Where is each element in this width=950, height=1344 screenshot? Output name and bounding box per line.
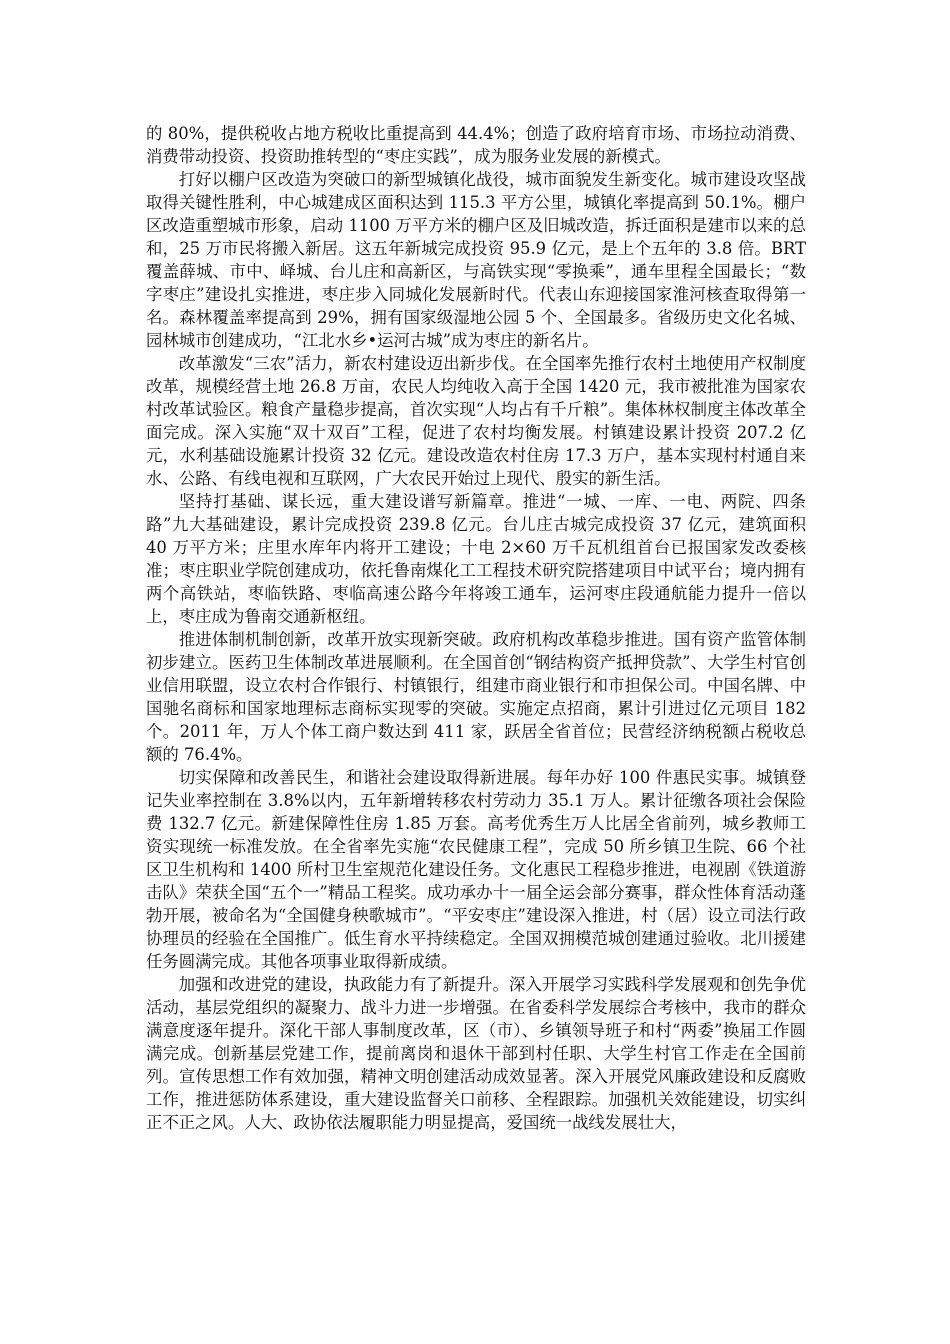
- paragraph-institutional-reform: 推进体制机制创新，改革开放实现新突破。政府机构改革稳步推进。国有资产监管体制初步建立。医药卫生体制改革进展顺利。在全国首创“钢结构资产抵押贷款”、大学生村官创业信用联盟，设立农村合作银行、村镇银行，组建市商业银行和市担保公司。中国名牌、中国驰名商标和国家地理标志商标实现零的突破。实施定点招商，累计引进过亿元项目 182 个。2011 年，万人个体工商户数达到 411 家，跃居全省首位；民营经济纳税额占税收总额的 76.4%。: [146, 630, 806, 764]
- paragraph-infrastructure: 坚持打基础、谋长远，重大建设谱写新篇章。推进“一城、一库、一电、两院、四条路”九大基础建设，累计完成投资 239.8 亿元。台儿庄古城完成投资 37 亿元，建筑面积 40 万平方米；庄里水库年内将开工建设；十电 2×60 万千瓦机组首台已报国家发改委核准；枣庄职业学院创建成功，依托鲁南煤化工工程技术研究院搭建项目中试平台；境内拥有两个高铁站，枣临铁路、枣临高速公路今年将竣工通车，运河枣庄段通航能力提升一倍以上，枣庄成为鲁南交通新枢纽。: [146, 492, 806, 626]
- paragraph-services-continued: 的 80%，提供税收占地方税收比重提高到 44.4%；创造了政府培育市场、市场拉动消费、消费带动投资、投资助推转型的“枣庄实践”，成为服务业发展的新模式。: [146, 124, 806, 166]
- paragraph-urbanization: 打好以棚户区改造为突破口的新型城镇化战役，城市面貌发生新变化。城市建设攻坚战取得关键性胜利，中心城建成区面积达到 115.3 平方公里，城镇化率提高到 50.1%。棚户区改造重塑城市形象，启动 1100 万平方米的棚户区及旧城改造，拆迁面积是建市以来的总和，25 万市民将搬入新居。这五年新城完成投资 95.9 亿元，是上个五年的 3.8 倍。BRT 覆盖薛城、市中、峄城、台儿庄和高新区，与高铁实现“零换乘”，通车里程全国最长；“数字枣庄”建设扎实推进，枣庄步入同城化发展新时代。代表山东迎接国家淮河核查取得第一名。森林覆盖率提高到 29%，拥有国家级湿地公园 5 个、全国最多。省级历史文化名城、园林城市创建成功，“江北水乡•运河古城”成为枣庄的新名片。: [146, 170, 806, 350]
- document-body: [146, 122, 806, 1134]
- paragraph-rural-reform: 改革激发“三农”活力，新农村建设迈出新步伐。在全国率先推行农村土地使用产权制度改革，规模经营土地 26.8 万亩，农民人均纯收入高于全国 1420 元，我市被批准为国家农村改革试验区。粮食产量稳步提高，首次实现“人均占有千斤粮”。集体林权制度主体改革全面完成。深入实施“双十双百”工程，促进了农村均衡发展。村镇建设累计投资 207.2 亿元，水利基础设施累计投资 32 亿元。建设改造农村住房 17.3 万户，基本实现村村通自来水、公路、有线电视和互联网，广大农民开始过上现代、殷实的新生活。: [146, 354, 806, 488]
- paragraph-party-building: 加强和改进党的建设，执政能力有了新提升。深入开展学习实践科学发展观和创先争优活动，基层党组织的凝聚力、战斗力进一步增强。在省委科学发展综合考核中，我市的群众满意度逐年提升。深化干部人事制度改革，区（市）、乡镇领导班子和村“两委”换届工作圆满完成。创新基层党建工作，提前离岗和退休干部到村任职、大学生村官工作走在全国前列。宣传思想工作有效加强，精神文明创建活动成效显著。深入开展党风廉政建设和反腐败工作，推进惩防体系建设，重大建设监督关口前移、全程跟踪。加强机关效能建设，切实纠正不正之风。人大、政协依法履职能力明显提高，爱国统一战线发展壮大，: [146, 975, 806, 1132]
- paragraph-livelihood: 切实保障和改善民生，和谐社会建设取得新进展。每年办好 100 件惠民实事。城镇登记失业率控制在 3.8%以内，五年新增转移农村劳动力 35.1 万人。累计征缴各项社会保险费 132.7 亿元。新建保障性住房 1.85 万套。高考优秀生万人比居全省前列，城乡教师工资实现统一标准发放。在全省率先实施“农民健康工程”，完成 50 所乡镇卫生院、66 个社区卫生机构和 1400 所村卫生室规范化建设任务。文化惠民工程稳步推进，电视剧《铁道游击队》荣获全国“五个一”精品工程奖。成功承办十一届全运会部分赛事，群众性体育活动蓬勃开展，被命名为“全国健身秧歌城市”。“平安枣庄”建设深入推进，村（居）设立司法行政协理员的经验在全国推广。低生育水平持续稳定。全国双拥模范城创建通过验收。北川援建任务圆满完成。其他各项事业取得新成绩。: [146, 768, 806, 971]
